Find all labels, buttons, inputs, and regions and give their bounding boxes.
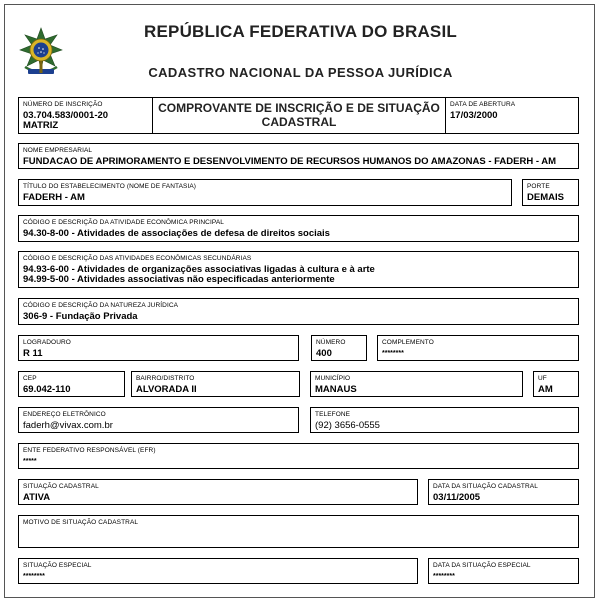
municipio-value: MANAUS [315, 384, 357, 395]
complemento-box [377, 335, 579, 361]
natureza-juridica-value: 306-9 - Fundação Privada [23, 311, 138, 322]
bairro-box [131, 371, 300, 397]
abertura-label: DATA DE ABERTURA [450, 101, 516, 108]
porte-label: PORTE [527, 183, 550, 190]
complemento-label: COMPLEMENTO [382, 339, 434, 346]
abertura-value: 17/03/2000 [450, 110, 498, 121]
nome-empresarial-box [18, 143, 579, 169]
numero-label: NÚMERO [316, 339, 346, 346]
email-label: ENDEREÇO ELETRÔNICO [23, 411, 106, 418]
telefone-label: TELEFONE [315, 411, 351, 418]
cep-box [18, 371, 125, 397]
complemento-value: ******** [382, 350, 404, 357]
natureza-juridica-label: CÓDIGO E DESCRIÇÃO DA NATUREZA JURÍDICA [23, 302, 179, 309]
numero-value: 400 [316, 348, 332, 359]
municipio-box [310, 371, 523, 397]
atividade-secundaria-item: 94.93-6-00 - Atividades de organizações associativas ligadas à cultura e à arte [23, 264, 375, 275]
data-situacao-especial-box [428, 558, 579, 584]
uf-value: AM [538, 384, 553, 395]
data-situacao-value: 03/11/2005 [433, 492, 481, 503]
situacao-especial-value: ******** [23, 573, 45, 580]
municipio-label: MUNICÍPIO [315, 375, 351, 382]
telefone-box [310, 407, 579, 433]
motivo-box [18, 515, 579, 548]
cep-label: CEP [23, 375, 37, 382]
situacao-especial-box [18, 558, 418, 584]
abertura-box [445, 97, 579, 134]
atividade-principal-box [18, 215, 579, 242]
efr-value: ***** [23, 458, 37, 465]
efr-box [18, 443, 579, 469]
atividade-principal-label: CÓDIGO E DESCRIÇÃO DA ATIVIDADE ECONÔMICA PRINCIPAL [23, 219, 224, 226]
nome-empresarial-label: NOME EMPRESARIAL [23, 147, 93, 154]
atividades-secundarias-box [18, 251, 579, 288]
situacao-especial-label: SITUAÇÃO ESPECIAL [23, 562, 92, 569]
situacao-label: SITUAÇÃO CADASTRAL [23, 483, 99, 490]
inscricao-number: 03.704.583/0001-20 [23, 110, 109, 121]
data-situacao-especial-value: ******** [433, 573, 455, 580]
natureza-juridica-box [18, 298, 579, 325]
cep-value: 69.042-110 [23, 384, 71, 395]
email-box [18, 407, 299, 433]
comprovante-title-line2: CADASTRAL [261, 115, 337, 129]
comprovante-box [152, 97, 446, 134]
atividades-secundarias-label: CÓDIGO E DESCRIÇÃO DAS ATIVIDADES ECONÔMICAS SECUNDÁRIAS [23, 255, 252, 262]
motivo-label: MOTIVO DE SITUAÇÃO CADASTRAL [23, 519, 139, 526]
uf-label: UF [538, 375, 547, 382]
data-situacao-box [428, 479, 579, 505]
page-subtitle: CADASTRO NACIONAL DA PESSOA JURÍDICA [148, 65, 453, 80]
efr-label: ENTE FEDERATIVO RESPONSÁVEL (EFR) [23, 447, 156, 454]
page-title: REPÚBLICA FEDERATIVA DO BRASIL [144, 22, 457, 41]
bairro-value: ALVORADA II [136, 384, 197, 395]
fantasia-value: FADERH - AM [23, 192, 85, 203]
inscricao-box [18, 97, 153, 134]
data-situacao-label: DATA DA SITUAÇÃO CADASTRAL [433, 483, 538, 490]
inscricao-label: NÚMERO DE INSCRIÇÃO [23, 101, 103, 108]
fantasia-box [18, 179, 512, 206]
email-value: faderh@vivax.com.br [23, 420, 113, 431]
uf-box [533, 371, 579, 397]
comprovante-title-line1: COMPROVANTE DE INSCRIÇÃO E DE SITUAÇÃO [158, 101, 440, 115]
logradouro-value: R 11 [23, 348, 43, 359]
data-situacao-especial-label: DATA DA SITUAÇÃO ESPECIAL [433, 562, 531, 569]
atividade-secundaria-item: 94.99-5-00 - Atividades associativas não especificadas anteriormente [23, 274, 335, 285]
situacao-value: ATIVA [23, 492, 51, 503]
numero-box [311, 335, 367, 361]
nome-empresarial-value: FUNDACAO DE APRIMORAMENTO E DESENVOLVIMENTO DE RECURSOS HUMANOS DO AMAZONAS - FADERH - AM [23, 156, 557, 167]
bairro-label: BAIRRO/DISTRITO [136, 375, 195, 382]
telefone-value: (92) 3656-0555 [315, 420, 380, 431]
situacao-box [18, 479, 418, 505]
logradouro-box [18, 335, 299, 361]
inscricao-type: MATRIZ [23, 120, 59, 131]
fantasia-label: TÍTULO DO ESTABELECIMENTO (NOME DE FANTASIA) [23, 183, 197, 190]
logradouro-label: LOGRADOURO [23, 339, 71, 346]
atividade-principal-value: 94.30-8-00 - Atividades de associações de defesa de direitos sociais [23, 228, 330, 239]
porte-box [522, 179, 579, 206]
porte-value: DEMAIS [527, 192, 564, 203]
